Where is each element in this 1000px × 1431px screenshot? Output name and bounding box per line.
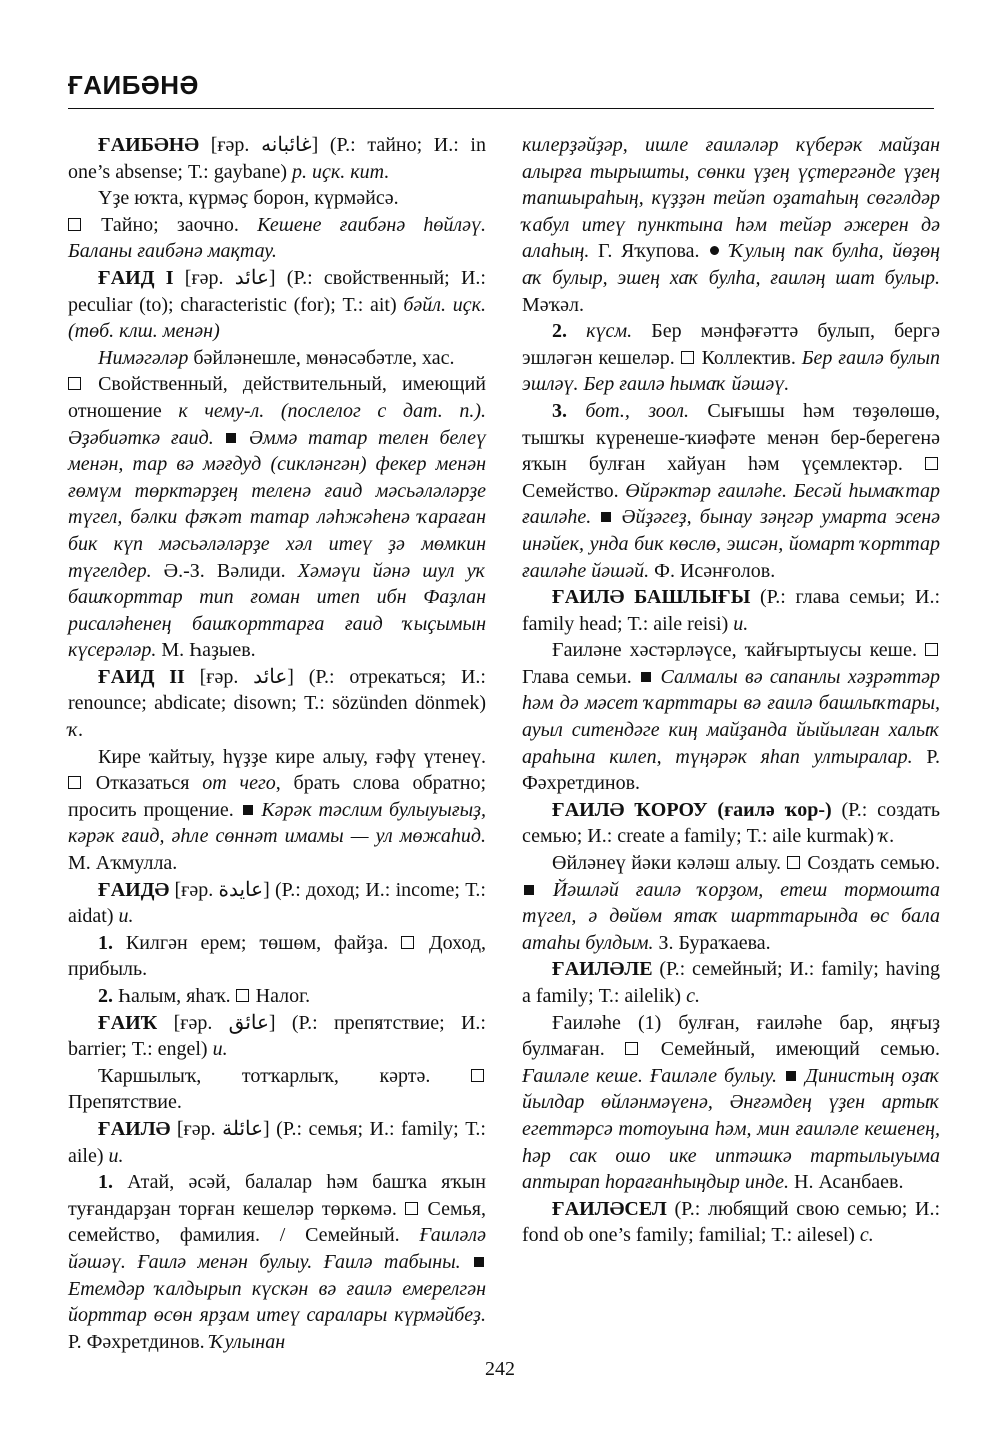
entry-gaik: ҒАИҠ [ғәр. عائق] (Р.: препятствие; И.: barrier; Т.: engel) и. [68,1011,486,1061]
headword: ҒАИЛӘСЕЛ [552,1197,667,1220]
definition: Ғаиләне хәстәрләүсе, ҡайғыртыусы кеше. Глава семьи. Салмалы вә сапанлы хәҙрәттәр һәм дә мәсет ҡарттары вә ғаилә башлыҡтары, ауыл ситендәге киң майҙанда йыйылған халыҡ араһына килеп, түңәрәк яһап ултыралар. Р. Фәхретдинов. [522,639,941,795]
empty-square-icon [625,1042,638,1055]
headword: ҒАИЛӘЛЕ [552,958,653,981]
empty-square-icon [787,856,800,869]
filled-square-icon [524,885,534,895]
entry-gaid-2: ҒАИД II [ғәр. عائد] (Р.: отрекаться; И.: renounce; abdicate; disown; Т.: sözünden dönmek) ҡ. [68,665,486,742]
entry-gaila: ҒАИЛӘ [ғәр. عائلة] (Р.: семья; И.: family; Т.: aile) и. [68,1117,486,1167]
entry-gaid-1: ҒАИД I [ғәр. عائد] (Р.: свойственный; И.: peculiar (to); characteristic (for); Т.: ait) бәйл. иҫк. (төб. клш. менән) [68,266,486,343]
empty-square-icon [401,936,414,949]
headword: ҒАИЛӘ [98,1117,171,1140]
definition: Өйләнеү йәки кәләш алыу. Создать семью. Йәшләй ғаилә ҡорҙом, етеш тормошта түгел, ә дөйөм ятаҡ шарттарында өс бала атаһы булдым. З. Бураҡаева. [522,852,940,954]
translation: Тайно; заочно. Кешене ғаибәнә һөйләү. Баланы ғаибәнә мақтау. [68,213,486,263]
headword: ҒАИЛӘ БАШЛЫҒЫ [552,586,751,609]
bullet-icon [710,246,719,255]
entry-gailasel: ҒАИЛӘСЕЛ (Р.: любящий свою семью; И.: fond ob one’s family; familial; Т.: ailesel) с. [522,1197,940,1247]
headword: ҒАИҠ [98,1011,158,1034]
empty-square-icon [68,377,81,390]
filled-square-icon [786,1071,796,1081]
continuation: килерҙәйҙәр, ишле ғаиләләр күберәк майҙан алырға тырышты, сөнки үҙең үҫтергәнде үҙең тапшыраһың, күҙҙән тейәп оҙатаһың сөгәлдәр ҡабул итеү пунктына һәм тейәр әжерен дә алаһың. Г. Яҡупова. Ҡулың пак булһа, йөҙөң аҡ булыр, эшең хаҡ булһа, ғаиләң шат булыр. Мәҡәл. [522,134,941,316]
headword: ҒАИЛӘ ҠОРОУ (ғаилә ҡор-) [552,798,832,821]
headword: ҒАИД II [98,665,185,688]
empty-square-icon [925,643,938,656]
header-rule [68,108,934,109]
sense-3: 3. бот., зоол. Сығышы һәм төҙөлөшө, тышҡы күренеше-ҡиәфәте менән бер-берегенә яҡын булған хайуан һәм үҫемлектәр. Семейство. Өйрәктәр ғаиләһе. Бесәй һымаҡтар ғаиләһе. Әйҙәгеҙ, бынау зәңгәр умарта эсенә инәйек, унда бик көслө, эшсән, йомарт ҡорттар ғаиләһе йәшәй. Ф. Исәнғолов. [522,399,941,582]
entry-gaila-korou: ҒАИЛӘ ҠОРОУ (ғаилә ҡор-) (Р.: создать семью; И.: create a family; Т.: aile kurmak) ҡ. [522,798,940,848]
empty-square-icon [236,989,249,1002]
filled-square-icon [226,433,236,443]
definition: Ғаиләһе (1) булған, ғаиләһе бар, яңғыҙ булмаған. Семейный, имеющий семью. Ғаиләле кеше. Ғаиләле булыу. Динистың оҙаҡ йылдар өйләнмәүенә, Әнғәмдең үҙен артыҡ егеттәрсә тотоуына һәм, мин ғаиләле кешенең, һәр сак ошо ике иптәшкә тартылыуыма аптырап һорағанһыңдыр инде. Н. Асанбаев. [522,1011,940,1194]
headword: ҒАИДӘ [98,878,170,901]
filled-square-icon [243,805,253,815]
sense-2: 2. Һалым, яһаҡ. Налог. [98,985,311,1007]
definition: Ҡаршылыҡ, тотҡарлыҡ, кәртә. Препятствие. [68,1063,486,1116]
sense-2: 2. күсм. Бер мәнфәғәттә булып, бергә эшләгән кешеләр. Коллектив. Бер ғаилә булып эшләү. Бер ғаилә һымаҡ йәшәү. [522,320,941,396]
definition: Нимәгәләр бәйләнешле, мөнәсәбәтле, хас. [98,346,455,369]
filled-square-icon [601,512,611,522]
empty-square-icon [68,218,81,231]
page-number: 242 [485,1358,515,1380]
right-column [522,132,940,1249]
filled-square-icon [474,1257,484,1267]
entry-gaila-bashlygy: ҒАИЛӘ БАШЛЫҒЫ (Р.: глава семьи; И.: family head; Т.: aile reisi) и. [522,586,940,635]
headword: ҒАИБӘНӘ [98,134,200,156]
entry-gailale: ҒАИЛӘЛЕ (Р.: семейный; И.: family; having a family; Т.: ailelik) с. [522,958,940,1007]
empty-square-icon [68,776,81,789]
empty-square-icon [925,457,938,470]
filled-square-icon [641,672,651,682]
headword: ҒАИД I [98,266,174,289]
empty-square-icon [471,1069,484,1082]
translation: Свойственный, действительный, имеющий отношение к чему-л. (послелог с дат. п.). Әҙәбиәткә ғаид. Әммә татар телен белеү менән, тар вә мәғдуд (сикләнгән) фекер менән ғөмүм төрктәрҙең теленә ғаид мәсьәләләрҙе түгел, бәлки фәҡәт татар ләһжәһенә ҡараған бик күп мәсьәләләрҙе хәл итеү ҙә мөмкин түгелдер. Ә.-З. Вәлиди. Хәмәүи йәнә шул уҡ башҡорттар тип ғоман итеп ибн Фаҙлан рисаләһенең башҡорттарға ғаид ҡыҫымын күсерәләр. М. Һаҙыев. [68,373,486,662]
definition: Кире ҡайтыу, һүҙҙе кире алыу, ғәфү үтенеү. Отказаться от чего, брать слова обратно; просить прощение. Кәрәк тәслим булыуығыҙ, кәрәк ғаид, әһле сөннәт имамы — ул мөжаһид. М. Аҡмулла. [68,745,487,875]
left-column [68,132,486,1355]
definition: Үҙе юҡта, күрмәҫ борон, күрмәйсә. [98,187,399,210]
empty-square-icon [681,351,694,364]
entry-gaida: ҒАИДӘ [ғәр. عايدة] (Р.: доход; И.: income; Т.: aidat) и. [68,878,486,928]
sense-1: 1. Атай, әсәй, балалар һәм башҡа яҡын туғандарҙан торған кешеләр төркөмә. Семья, семейство, фамилия. / Семейный. Ғаиләлә йәшәү. Ғаилә менән булыу. Ғаилә табыны. Етемдәр ҡалдырып күскән вә ғаилә емерелгән йорттар өсөн ярҙам итеү саралары күрмәйбеҙ. Р. Фәхретдинов. Ҡулынан [68,1171,486,1353]
running-header: ҒАИБӘНӘ [68,70,199,100]
entry-gaibana: ҒАИБӘНӘ [ғәр. غائبانه] (Р.: тайно; И.: in one’s absense; Т.: gaybane) р. иҫк. кит. [68,134,486,183]
sense-1: 1. Килгән ерем; төшөм, файҙа. Доход, прибыль. [68,931,487,981]
empty-square-icon [405,1202,418,1215]
